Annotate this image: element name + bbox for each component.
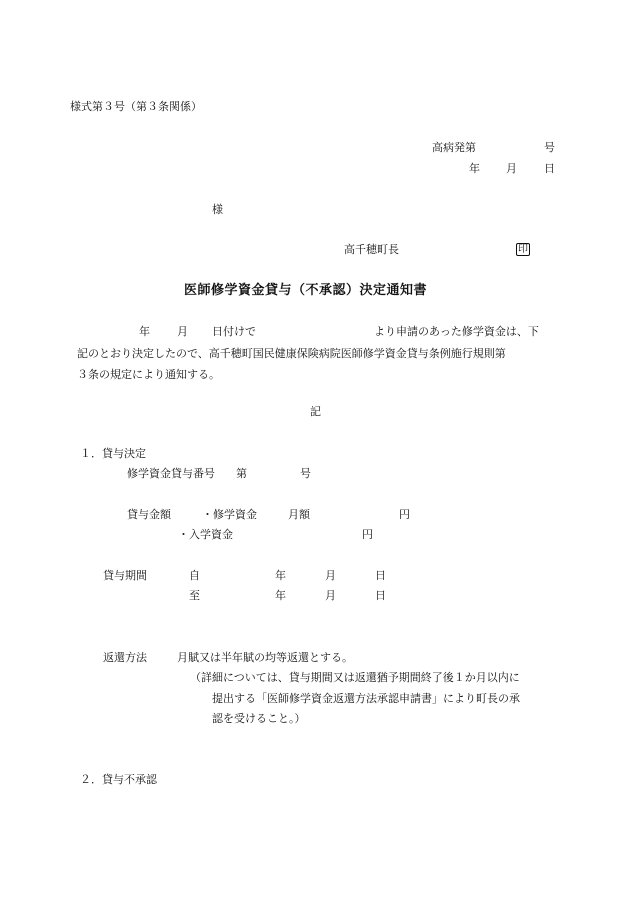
repayment-detail-3: 認を受けること。） (212, 712, 306, 725)
period-to-label: 至 (189, 589, 200, 602)
period-label: 貸与期間 (103, 569, 147, 582)
section2-heading: ２．貸与不承認 (80, 773, 157, 786)
period-to-month: 月 (325, 589, 336, 602)
section1-heading: １．貸与決定 (80, 447, 146, 460)
doc-number-suffix: 号 (544, 141, 555, 154)
form-number: 様式第３号（第３条関係） (70, 100, 202, 113)
date-year: 年 (469, 162, 480, 175)
period-from-day: 日 (375, 569, 386, 582)
loan-number-label: 修学資金貸与番号 (127, 467, 215, 480)
tuition-unit: 月額 (288, 508, 310, 521)
period-from-year: 年 (275, 569, 286, 582)
period-from-month: 月 (325, 569, 336, 582)
document-title: 医師修学資金貸与（不承認）決定通知書 (184, 283, 428, 298)
admission-yen: 円 (362, 528, 373, 541)
body-line1-rest: より申請のあった修学資金は、下 (374, 325, 539, 338)
admission-label: ・入学資金 (178, 528, 233, 541)
body-line2: 記のとおり決定したので、高千穂町国民健康保険病院医師修学資金貸与条例施行規則第 (77, 347, 506, 360)
tuition-yen: 円 (399, 508, 410, 521)
seal-mark: 印 (518, 244, 528, 255)
repayment-detail-1: （詳細については、貸与期間又は返還猶予期間終了後１か月以内に (190, 671, 520, 684)
period-from-label: 自 (189, 569, 200, 582)
repayment-detail-2: 提出する「医師修学資金返還方法承認申請書」により町長の承 (212, 692, 520, 705)
body-line3: ３条の規定により通知する。 (77, 368, 220, 381)
recipient-suffix: 様 (212, 203, 223, 216)
repayment-label: 返還方法 (103, 651, 147, 664)
period-to-year: 年 (275, 589, 286, 602)
body-dated: 日付けで (212, 325, 256, 338)
date-month: 月 (506, 162, 517, 175)
tuition-label: ・修学資金 (202, 508, 257, 521)
amount-label: 貸与金額 (127, 508, 171, 521)
repayment-method: 月賦又は半年賦の均等返還とする。 (177, 651, 353, 664)
body-year: 年 (139, 325, 150, 338)
issuer-title: 高千穂町長 (344, 243, 399, 256)
date-day: 日 (544, 162, 555, 175)
body-month: 月 (177, 325, 188, 338)
ki-heading: 記 (310, 405, 321, 418)
doc-number-prefix: 高病発第 (432, 141, 476, 154)
period-to-day: 日 (375, 589, 386, 602)
loan-number-suffix: 号 (300, 467, 311, 480)
loan-number-prefix: 第 (236, 467, 247, 480)
